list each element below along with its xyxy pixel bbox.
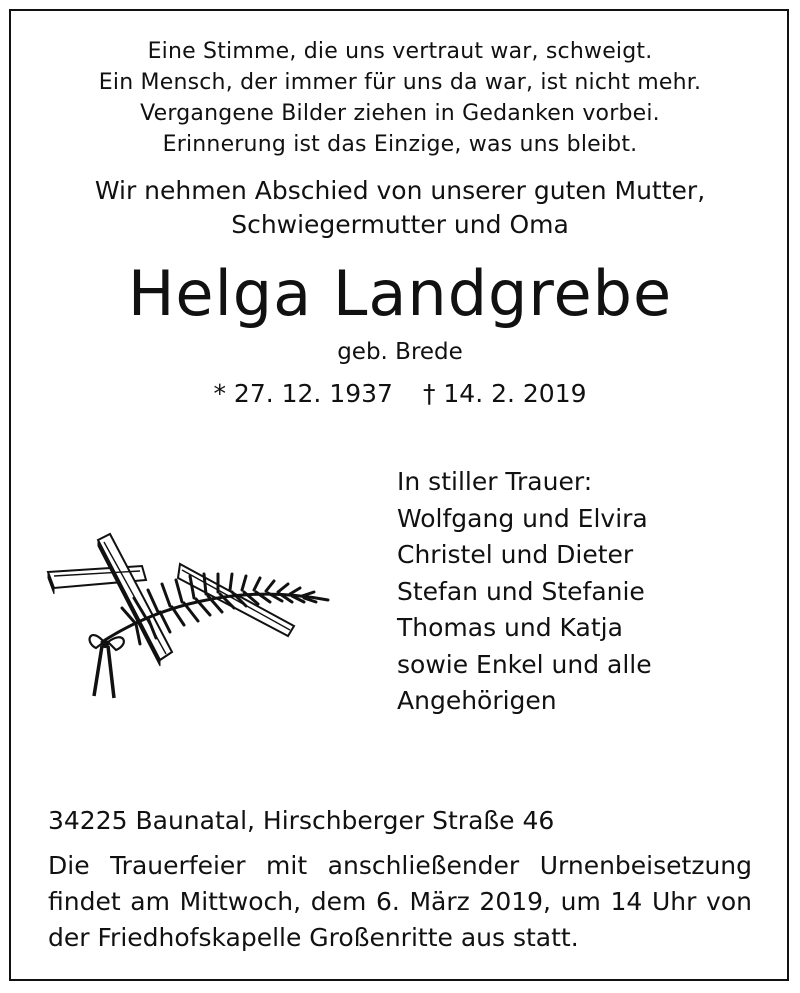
mourners-heading: In stiller Trauer: [397, 467, 593, 496]
death-date: † 14. 2. 2019 [422, 379, 587, 408]
mourner-entry: Wolfgang und Elvira [397, 503, 648, 533]
birth-name: geb. Brede [337, 339, 463, 365]
intro-line: Wir nehmen Abschied von unserer guten Mutter, [94, 176, 706, 205]
deceased-name: Helga Landgrebe [127, 257, 673, 330]
cross-with-palm-branch-icon [44, 530, 334, 702]
poem-line: Vergangene Bilder ziehen in Gedanken vorbei. [140, 101, 660, 126]
poem [0, 36, 800, 160]
poem-line: Erinnerung ist das Einzige, was uns bleibt. [162, 132, 638, 157]
mourner-entry: Thomas und Katja [397, 613, 623, 642]
family-address: 34225 Baunatal, Hirschberger Straße 46 [48, 806, 555, 835]
mourner-entry: Angehörigen [397, 686, 557, 715]
mourner-entry: Stefan und Stefanie [397, 576, 645, 606]
ribbon-bow-icon [90, 635, 124, 698]
intro-line: Schwiegermutter und Oma [231, 210, 569, 239]
birth-date: * 27. 12. 1937 [213, 379, 393, 408]
poem-line: Eine Stimme, die uns vertraut war, schweigt. [147, 39, 653, 64]
life-dates [0, 376, 800, 412]
ceremony-info: Die Trauerfeier mit anschließender Urnenbeisetzung findet am Mittwoch, dem 6. März 2019, um 14 Uhr von der Friedhofskapelle Großenritte aus statt. [48, 851, 752, 952]
farewell-intro [0, 174, 800, 242]
cross-icon [48, 534, 294, 666]
mourner-entry: Christel und Dieter [397, 540, 634, 569]
mourners-list [397, 464, 652, 720]
poem-line: Ein Mensch, der immer für uns da war, ist nicht mehr. [98, 70, 702, 95]
mourner-entry: sowie Enkel und alle [397, 649, 652, 679]
